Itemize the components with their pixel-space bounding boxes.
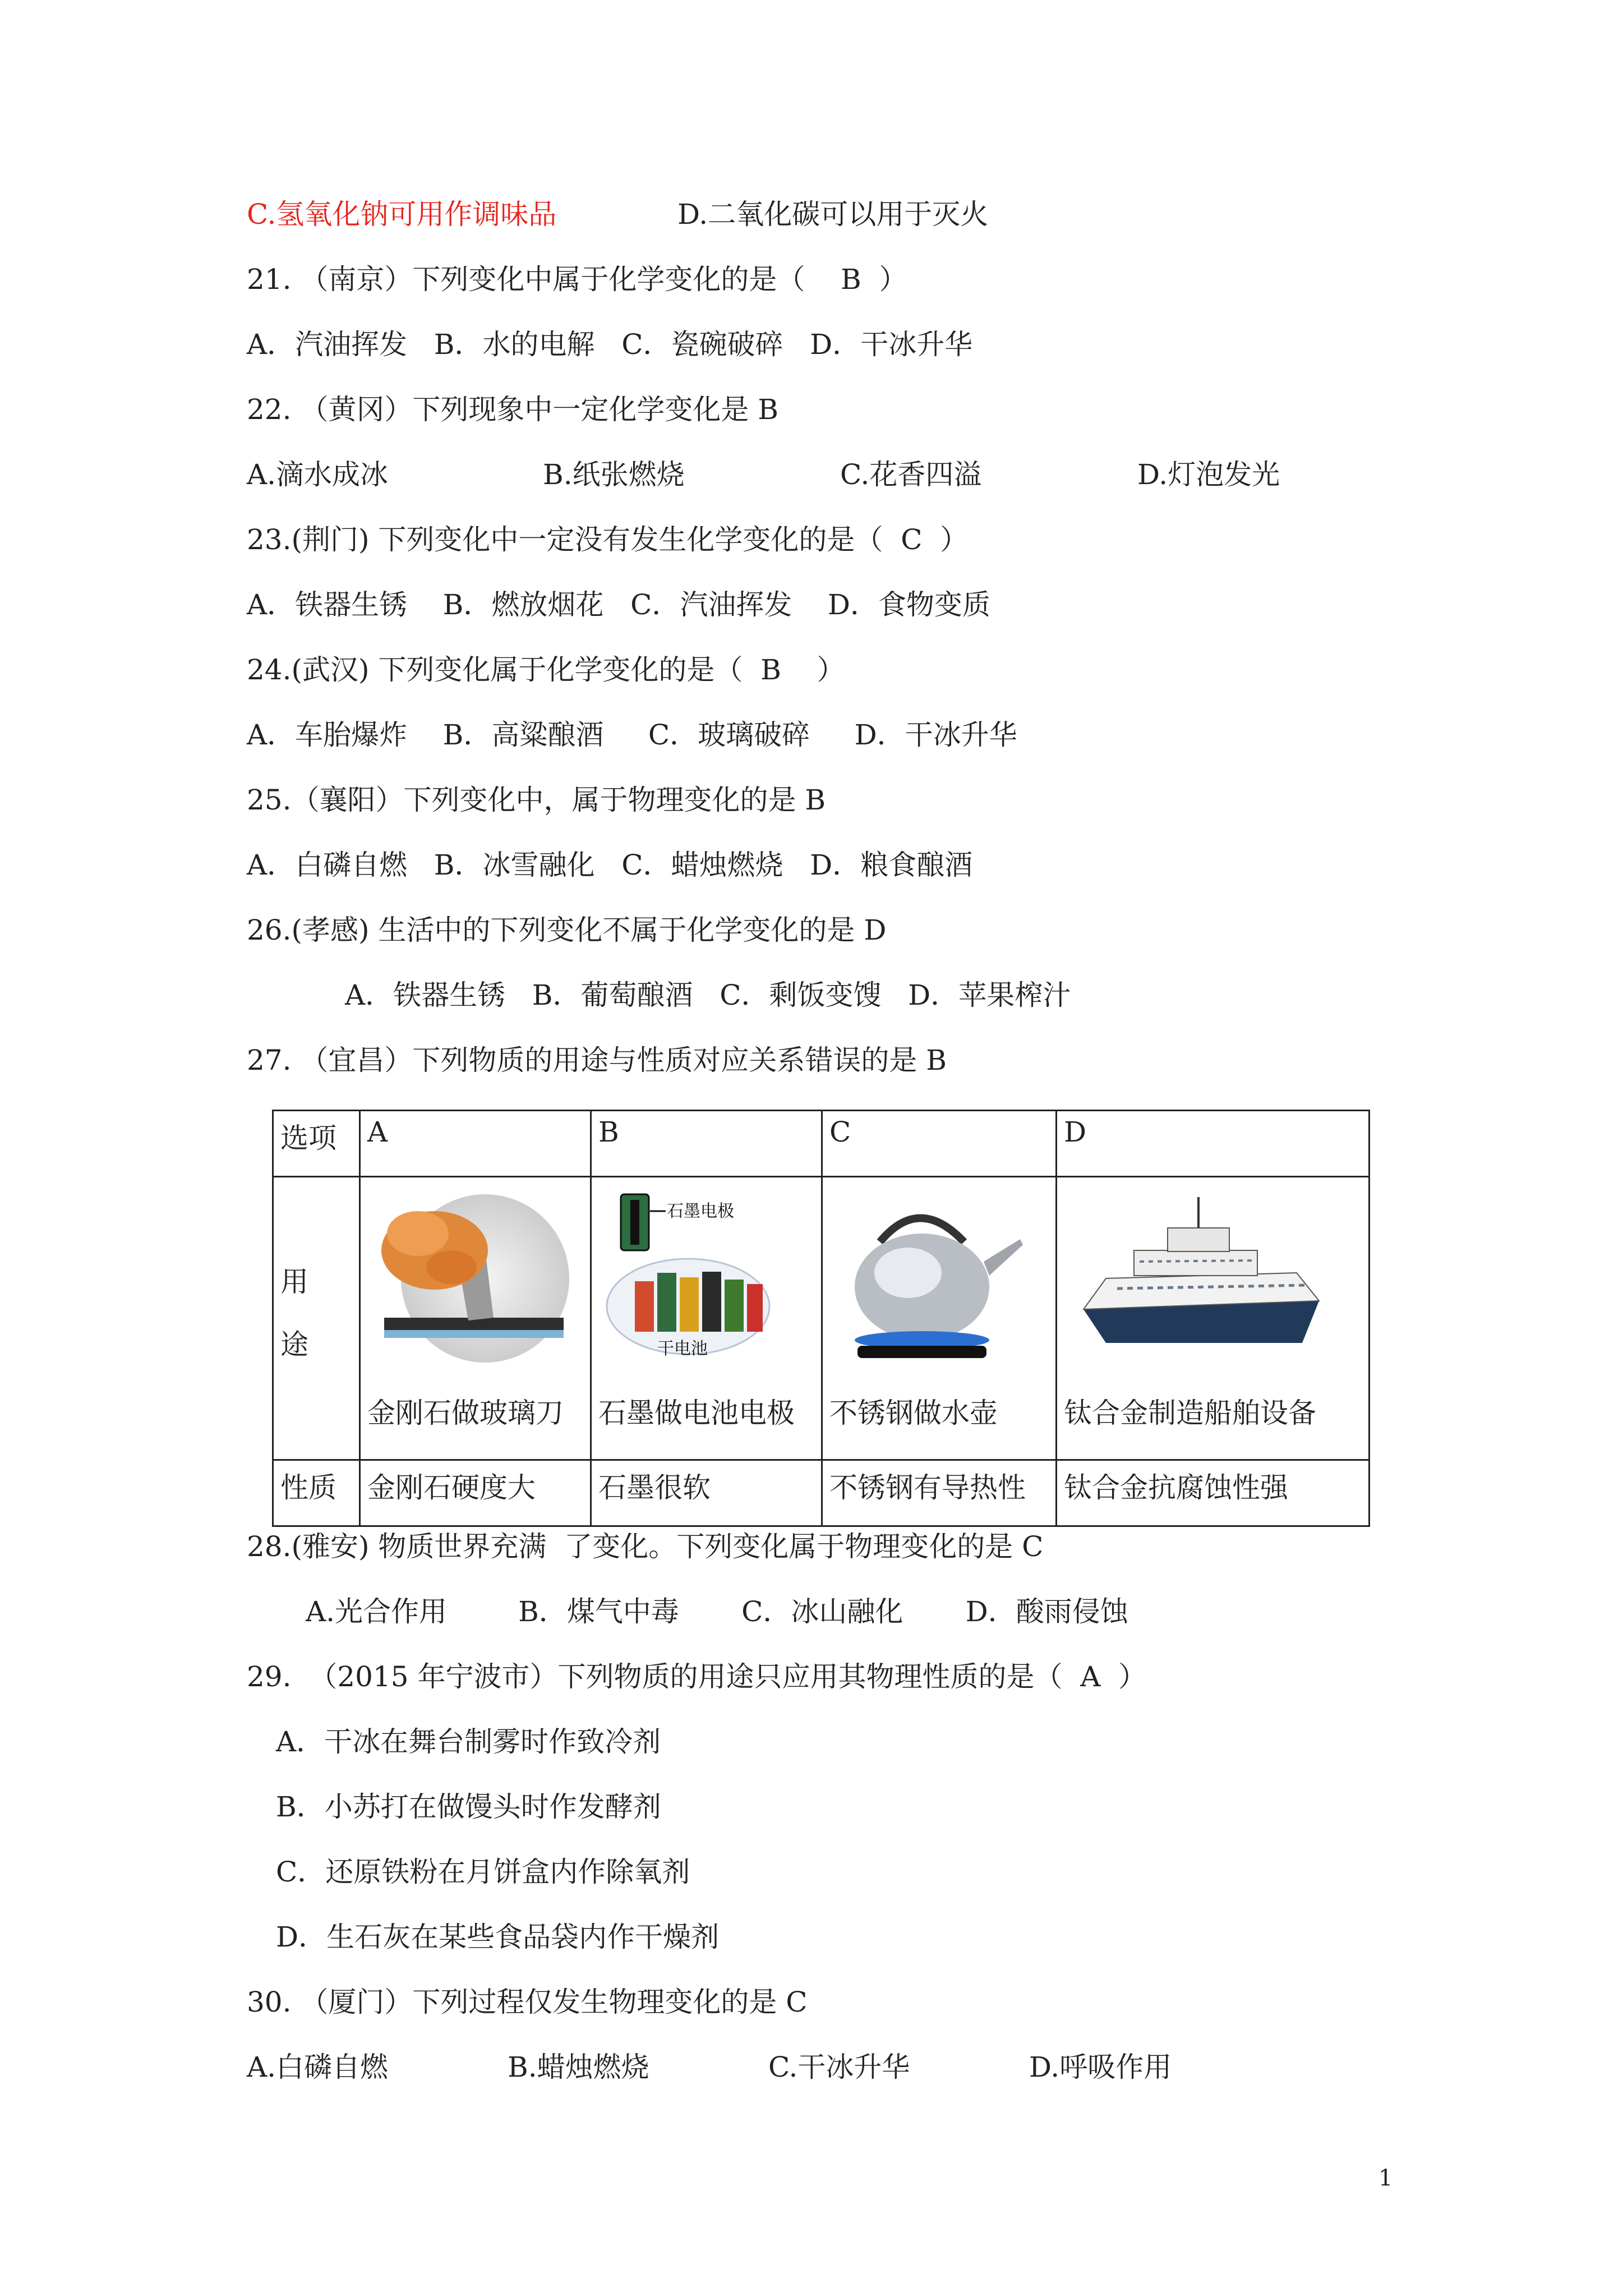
question-23: 23.(荆门) 下列变化中一定没有发生化学变化的是（ C ）	[247, 523, 969, 556]
use-d-label: 钛合金制造船舶设备	[1064, 1397, 1316, 1429]
question-25-options: A．白磷自燃 B．冰雪融化 C．蜡烛燃烧 D．粮食酿酒	[247, 849, 973, 881]
prop-c: 不锈钢有导热性	[822, 1460, 1057, 1526]
use-cell-d	[1057, 1177, 1370, 1460]
question-23-options: A．铁器生锈 B．燃放烟花 C．汽油挥发 D．食物变质	[247, 588, 991, 621]
question-27: 27. （宜昌）下列物质的用途与性质对应关系错误的是 B	[247, 1044, 947, 1076]
question-22: 22. （黄冈）下列现象中一定化学变化是 B	[247, 393, 779, 426]
question-22-option-b: B.纸张燃烧	[543, 458, 685, 491]
question-26-options: A．铁器生锈 B．葡萄酿酒 C．剩饭变馊 D．苹果榨汁	[345, 979, 1071, 1011]
question-21: 21. （南京）下列变化中属于化学变化的是（ B ）	[247, 263, 907, 296]
question-29-option-b: B．小苏打在做馒头时作发酵剂	[276, 1791, 661, 1823]
table-prop-label: 性质	[273, 1460, 360, 1526]
question-24: 24.(武汉) 下列变化属于化学变化的是（ B ）	[247, 654, 845, 686]
dry-battery-caption: 干电池	[657, 1339, 708, 1359]
graphite-electrode-caption: 石墨电极	[667, 1202, 734, 1221]
prop-a: 金刚石硬度大	[360, 1460, 591, 1526]
use-cell-b	[591, 1177, 822, 1460]
question-26: 26.(孝感) 生活中的下列变化不属于化学变化的是 D	[247, 914, 887, 946]
question-30-option-a: A.白磷自燃	[247, 2051, 389, 2083]
question-30-option-c: C.干冰升华	[768, 2051, 910, 2083]
question-29-option-c: C．还原铁粉在月饼盒内作除氧剂	[276, 1856, 690, 1888]
question-25: 25.（襄阳）下列变化中，属于物理变化的是 B	[247, 784, 826, 816]
question-28-options: A.光合作用 B．煤气中毒 C．冰山融化 D．酸雨侵蚀	[306, 1595, 1128, 1628]
use-cell-c	[822, 1177, 1057, 1460]
use-cell-a	[360, 1177, 591, 1460]
question-27-table	[272, 1110, 1370, 1527]
question-21-options: A．汽油挥发 B．水的电解 C．瓷碗破碎 D．干冰升华	[247, 328, 973, 361]
option-c-red: C.氢氧化钠可用作调味品	[247, 198, 557, 231]
option-d: D.二氧化碳可以用于灭火	[677, 198, 989, 231]
question-28: 28.(雅安) 物质世界充满 了变化。下列变化属于物理变化的是 C	[247, 1530, 1044, 1563]
use-c-label: 不锈钢做水壶	[829, 1397, 998, 1429]
question-29-option-a: A．干冰在舞台制雾时作致冷剂	[276, 1726, 661, 1758]
table-header-d: D	[1057, 1111, 1370, 1177]
battery-image	[604, 1189, 806, 1368]
question-30-option-d: D.呼吸作用	[1029, 2051, 1172, 2083]
table-header-b: B	[591, 1111, 822, 1177]
prop-b: 石墨很软	[591, 1460, 822, 1526]
glass-cutter-image	[373, 1189, 575, 1368]
question-22-option-d: D.灯泡发光	[1137, 458, 1280, 491]
table-header-a: A	[360, 1111, 591, 1177]
question-29: 29. （2015 年宁波市）下列物质的用途只应用其物理性质的是（ A ）	[247, 1660, 1147, 1693]
kettle-image	[835, 1189, 1037, 1368]
use-b-label: 石墨做电池电极	[598, 1397, 795, 1429]
prop-d: 钛合金抗腐蚀性强	[1057, 1460, 1370, 1526]
question-29-option-d: D．生石灰在某些食品袋内作干燥剂	[276, 1921, 720, 1953]
question-22-option-a: A.滴水成冰	[247, 458, 389, 491]
question-30: 30. （厦门）下列过程仅发生物理变化的是 C	[247, 1986, 808, 2018]
page-number: 1	[1378, 2165, 1393, 2191]
use-a-label: 金刚石做玻璃刀	[367, 1397, 564, 1429]
question-22-option-c: C.花香四溢	[840, 458, 982, 491]
question-30-option-b: B.蜡烛燃烧	[508, 2051, 649, 2083]
question-24-options: A．车胎爆炸 B．高粱酿酒 C．玻璃破碎 D．干冰升华	[247, 719, 1017, 751]
ship-image	[1069, 1189, 1333, 1368]
table-use-label: 用 途	[273, 1177, 360, 1460]
table-header-option: 选项	[273, 1111, 360, 1177]
table-header-c: C	[822, 1111, 1057, 1177]
